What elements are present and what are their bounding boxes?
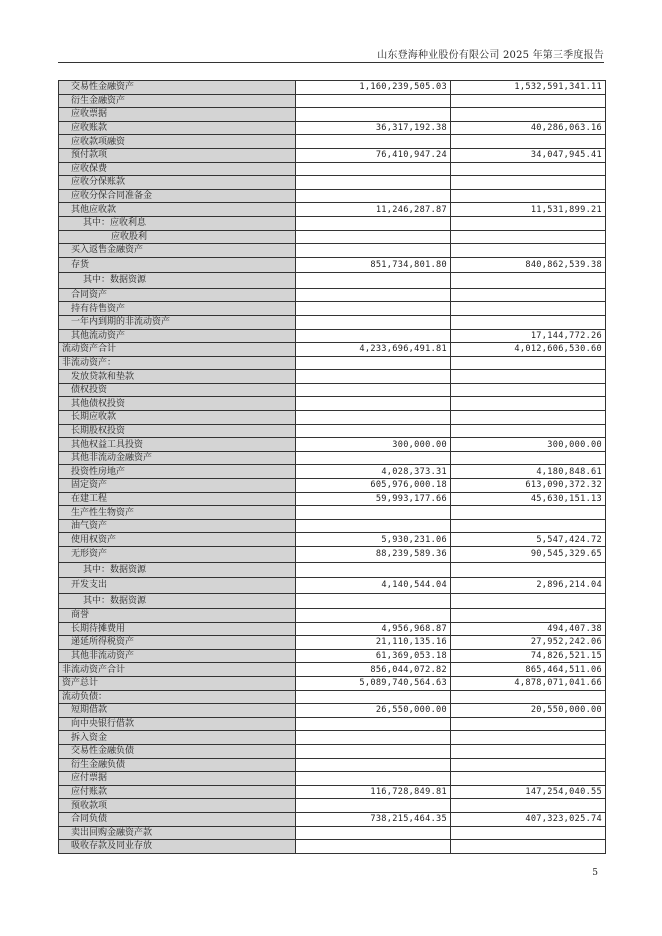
current-period-value — [296, 94, 451, 108]
prior-period-value — [451, 424, 606, 438]
table-row — [59, 533, 606, 547]
current-period-value — [296, 176, 451, 190]
prior-period-value — [451, 609, 606, 623]
prior-period-value: 1,532,591,341.11 — [451, 81, 606, 95]
row-label: 衍生金融负债 — [59, 758, 296, 772]
prior-period-value — [451, 356, 606, 370]
row-label: 使用权资产 — [59, 533, 296, 547]
current-period-value — [296, 397, 451, 411]
current-period-value — [296, 690, 451, 704]
current-period-value: 11,246,287.87 — [296, 203, 451, 217]
table-row — [59, 799, 606, 813]
prior-period-value — [451, 273, 606, 289]
current-period-value — [296, 230, 451, 244]
current-period-value: 4,140,544.04 — [296, 578, 451, 594]
current-period-value — [296, 273, 451, 289]
row-label: 无形资产 — [59, 547, 296, 563]
row-label: 短期借款 — [59, 704, 296, 718]
row-label: 卖出回购金融资产款 — [59, 826, 296, 840]
table-row — [59, 411, 606, 425]
prior-period-value — [451, 506, 606, 520]
prior-period-value — [451, 162, 606, 176]
table-row — [59, 609, 606, 623]
table-row — [59, 302, 606, 316]
current-period-value: 116,728,849.81 — [296, 785, 451, 799]
report-header: 山东登海种业股份有限公司 2025 年第三季度报告 — [377, 50, 604, 61]
current-period-value: 21,110,135.16 — [296, 636, 451, 650]
row-label: 油气资产 — [59, 519, 296, 533]
row-label: 流动负债： — [59, 690, 296, 704]
prior-period-value — [451, 383, 606, 397]
row-label: 其中：数据资源 — [59, 562, 296, 578]
current-period-value — [296, 840, 451, 854]
prior-period-value — [451, 731, 606, 745]
table-row — [59, 216, 606, 230]
prior-period-value: 5,547,424.72 — [451, 533, 606, 547]
current-period-value: 76,410,947.24 — [296, 148, 451, 162]
prior-period-value — [451, 799, 606, 813]
table-row — [59, 731, 606, 745]
row-label: 开发支出 — [59, 578, 296, 594]
table-row — [59, 649, 606, 663]
prior-period-value: 40,286,063.16 — [451, 121, 606, 135]
current-period-value — [296, 216, 451, 230]
current-period-value — [296, 302, 451, 316]
table-row — [59, 273, 606, 289]
current-period-value: 856,044,072.82 — [296, 663, 451, 677]
row-label: 合同负债 — [59, 812, 296, 826]
current-period-value: 59,993,177.66 — [296, 492, 451, 506]
current-period-value — [296, 288, 451, 302]
current-period-value: 1,160,239,505.03 — [296, 81, 451, 95]
current-period-value: 61,369,053.18 — [296, 649, 451, 663]
current-period-value: 36,317,192.38 — [296, 121, 451, 135]
current-period-value — [296, 370, 451, 384]
table-row — [59, 288, 606, 302]
table-row — [59, 438, 606, 452]
row-label: 其中：数据资源 — [59, 273, 296, 289]
current-period-value — [296, 189, 451, 203]
row-label: 一年内到期的非流动资产 — [59, 315, 296, 329]
prior-period-value: 4,878,071,041.66 — [451, 676, 606, 690]
row-label: 拆入资金 — [59, 731, 296, 745]
row-label: 投资性房地产 — [59, 465, 296, 479]
prior-period-value — [451, 135, 606, 149]
row-label: 资产总计 — [59, 676, 296, 690]
prior-period-value — [451, 744, 606, 758]
row-label: 其他应收款 — [59, 203, 296, 217]
current-period-value — [296, 506, 451, 520]
current-period-value — [296, 758, 451, 772]
prior-period-value — [451, 288, 606, 302]
prior-period-value: 147,254,040.55 — [451, 785, 606, 799]
current-period-value — [296, 609, 451, 623]
row-label: 应收分保账款 — [59, 176, 296, 190]
prior-period-value: 2,896,214.04 — [451, 578, 606, 594]
current-period-value — [296, 593, 451, 609]
current-period-value — [296, 826, 451, 840]
table-row — [59, 704, 606, 718]
current-period-value: 4,233,696,491.81 — [296, 343, 451, 357]
table-row — [59, 370, 606, 384]
prior-period-value — [451, 690, 606, 704]
row-label: 应收账款 — [59, 121, 296, 135]
table-row — [59, 663, 606, 677]
table-row — [59, 383, 606, 397]
row-label: 买入返售金融资产 — [59, 244, 296, 258]
table-row — [59, 329, 606, 343]
prior-period-value: 45,630,151.13 — [451, 492, 606, 506]
row-label: 应收票据 — [59, 108, 296, 122]
table-row — [59, 315, 606, 329]
row-label: 持有待售资产 — [59, 302, 296, 316]
row-label: 其他债权投资 — [59, 397, 296, 411]
prior-period-value — [451, 772, 606, 786]
table-row — [59, 593, 606, 609]
prior-period-value — [451, 840, 606, 854]
row-label: 其他非流动金融资产 — [59, 451, 296, 465]
current-period-value: 4,956,968.87 — [296, 622, 451, 636]
table-row — [59, 717, 606, 731]
prior-period-value — [451, 411, 606, 425]
current-period-value — [296, 772, 451, 786]
table-row — [59, 397, 606, 411]
prior-period-value: 300,000.00 — [451, 438, 606, 452]
prior-period-value: 74,826,521.15 — [451, 649, 606, 663]
row-label: 债权投资 — [59, 383, 296, 397]
table-row — [59, 840, 606, 854]
prior-period-value — [451, 230, 606, 244]
prior-period-value: 494,407.38 — [451, 622, 606, 636]
prior-period-value: 20,550,000.00 — [451, 704, 606, 718]
table-row — [59, 203, 606, 217]
prior-period-value — [451, 826, 606, 840]
row-label: 长期应收款 — [59, 411, 296, 425]
row-label: 衍生金融资产 — [59, 94, 296, 108]
table-row — [59, 244, 606, 258]
table-row — [59, 121, 606, 135]
prior-period-value — [451, 717, 606, 731]
prior-period-value: 840,862,539.38 — [451, 257, 606, 273]
table-row — [59, 257, 606, 273]
table-row — [59, 758, 606, 772]
current-period-value: 851,734,801.80 — [296, 257, 451, 273]
table-row — [59, 622, 606, 636]
table-row — [59, 578, 606, 594]
current-period-value — [296, 108, 451, 122]
page-number: 5 — [592, 868, 598, 878]
current-period-value — [296, 162, 451, 176]
table-row — [59, 162, 606, 176]
table-row — [59, 465, 606, 479]
current-period-value — [296, 135, 451, 149]
row-label: 应收款项融资 — [59, 135, 296, 149]
table-row — [59, 690, 606, 704]
current-period-value: 26,550,000.00 — [296, 704, 451, 718]
current-period-value: 4,028,373.31 — [296, 465, 451, 479]
current-period-value — [296, 562, 451, 578]
table-row — [59, 744, 606, 758]
row-label: 预付款项 — [59, 148, 296, 162]
current-period-value — [296, 731, 451, 745]
row-label: 在建工程 — [59, 492, 296, 506]
prior-period-value — [451, 315, 606, 329]
table-row — [59, 81, 606, 95]
table-row — [59, 562, 606, 578]
row-label: 向中央银行借款 — [59, 717, 296, 731]
balance-sheet-body — [59, 81, 606, 854]
prior-period-value — [451, 189, 606, 203]
current-period-value — [296, 744, 451, 758]
prior-period-value: 27,952,242.06 — [451, 636, 606, 650]
row-label: 生产性生物资产 — [59, 506, 296, 520]
table-row — [59, 547, 606, 563]
prior-period-value — [451, 370, 606, 384]
table-row — [59, 343, 606, 357]
row-label: 流动资产合计 — [59, 343, 296, 357]
current-period-value: 605,976,000.18 — [296, 479, 451, 493]
prior-period-value: 11,531,899.21 — [451, 203, 606, 217]
current-period-value — [296, 717, 451, 731]
current-period-value — [296, 329, 451, 343]
row-label: 其他流动资产 — [59, 329, 296, 343]
table-row — [59, 676, 606, 690]
current-period-value — [296, 799, 451, 813]
prior-period-value — [451, 451, 606, 465]
table-row — [59, 785, 606, 799]
current-period-value: 5,930,231.06 — [296, 533, 451, 547]
table-row — [59, 519, 606, 533]
table-row — [59, 826, 606, 840]
row-label: 应付账款 — [59, 785, 296, 799]
prior-period-value — [451, 758, 606, 772]
table-row — [59, 189, 606, 203]
table-row — [59, 356, 606, 370]
prior-period-value — [451, 593, 606, 609]
table-row — [59, 479, 606, 493]
prior-period-value — [451, 302, 606, 316]
current-period-value: 5,089,740,564.63 — [296, 676, 451, 690]
current-period-value — [296, 356, 451, 370]
prior-period-value — [451, 244, 606, 258]
prior-period-value: 4,012,606,530.60 — [451, 343, 606, 357]
row-label: 长期待摊费用 — [59, 622, 296, 636]
table-row — [59, 636, 606, 650]
prior-period-value — [451, 94, 606, 108]
prior-period-value: 865,464,511.06 — [451, 663, 606, 677]
balance-sheet-table — [58, 80, 606, 854]
current-period-value — [296, 519, 451, 533]
prior-period-value: 17,144,772.26 — [451, 329, 606, 343]
table-row — [59, 176, 606, 190]
table-row — [59, 135, 606, 149]
prior-period-value: 4,180,848.61 — [451, 465, 606, 479]
row-label: 长期股权投资 — [59, 424, 296, 438]
row-label: 其中：应收利息 — [59, 216, 296, 230]
row-label: 发放贷款和垫款 — [59, 370, 296, 384]
current-period-value — [296, 315, 451, 329]
current-period-value — [296, 451, 451, 465]
current-period-value: 300,000.00 — [296, 438, 451, 452]
row-label: 非流动资产合计 — [59, 663, 296, 677]
current-period-value — [296, 244, 451, 258]
row-label: 合同资产 — [59, 288, 296, 302]
header-divider — [58, 62, 604, 63]
prior-period-value — [451, 519, 606, 533]
prior-period-value — [451, 216, 606, 230]
prior-period-value — [451, 176, 606, 190]
current-period-value: 738,215,464.35 — [296, 812, 451, 826]
row-label: 预收款项 — [59, 799, 296, 813]
row-label: 应付票据 — [59, 772, 296, 786]
table-row — [59, 772, 606, 786]
row-label: 固定资产 — [59, 479, 296, 493]
table-row — [59, 94, 606, 108]
prior-period-value: 90,545,329.65 — [451, 547, 606, 563]
prior-period-value — [451, 397, 606, 411]
table-row — [59, 812, 606, 826]
prior-period-value: 613,090,372.32 — [451, 479, 606, 493]
row-label: 商誉 — [59, 609, 296, 623]
prior-period-value: 407,323,025.74 — [451, 812, 606, 826]
row-label: 非流动资产： — [59, 356, 296, 370]
row-label: 其他非流动资产 — [59, 649, 296, 663]
current-period-value: 88,239,589.36 — [296, 547, 451, 563]
table-row — [59, 148, 606, 162]
row-label: 交易性金融负债 — [59, 744, 296, 758]
row-label: 其他权益工具投资 — [59, 438, 296, 452]
table-row — [59, 424, 606, 438]
prior-period-value: 34,047,945.41 — [451, 148, 606, 162]
table-row — [59, 108, 606, 122]
table-row — [59, 230, 606, 244]
prior-period-value — [451, 108, 606, 122]
row-label: 应收保费 — [59, 162, 296, 176]
table-row — [59, 492, 606, 506]
current-period-value — [296, 411, 451, 425]
current-period-value — [296, 424, 451, 438]
row-label: 递延所得税资产 — [59, 636, 296, 650]
table-row — [59, 506, 606, 520]
row-label: 吸收存款及同业存放 — [59, 840, 296, 854]
current-period-value — [296, 383, 451, 397]
row-label: 应收分保合同准备金 — [59, 189, 296, 203]
row-label: 其中：数据资源 — [59, 593, 296, 609]
table-row — [59, 451, 606, 465]
prior-period-value — [451, 562, 606, 578]
row-label: 应收股利 — [59, 230, 296, 244]
row-label: 交易性金融资产 — [59, 81, 296, 95]
row-label: 存货 — [59, 257, 296, 273]
